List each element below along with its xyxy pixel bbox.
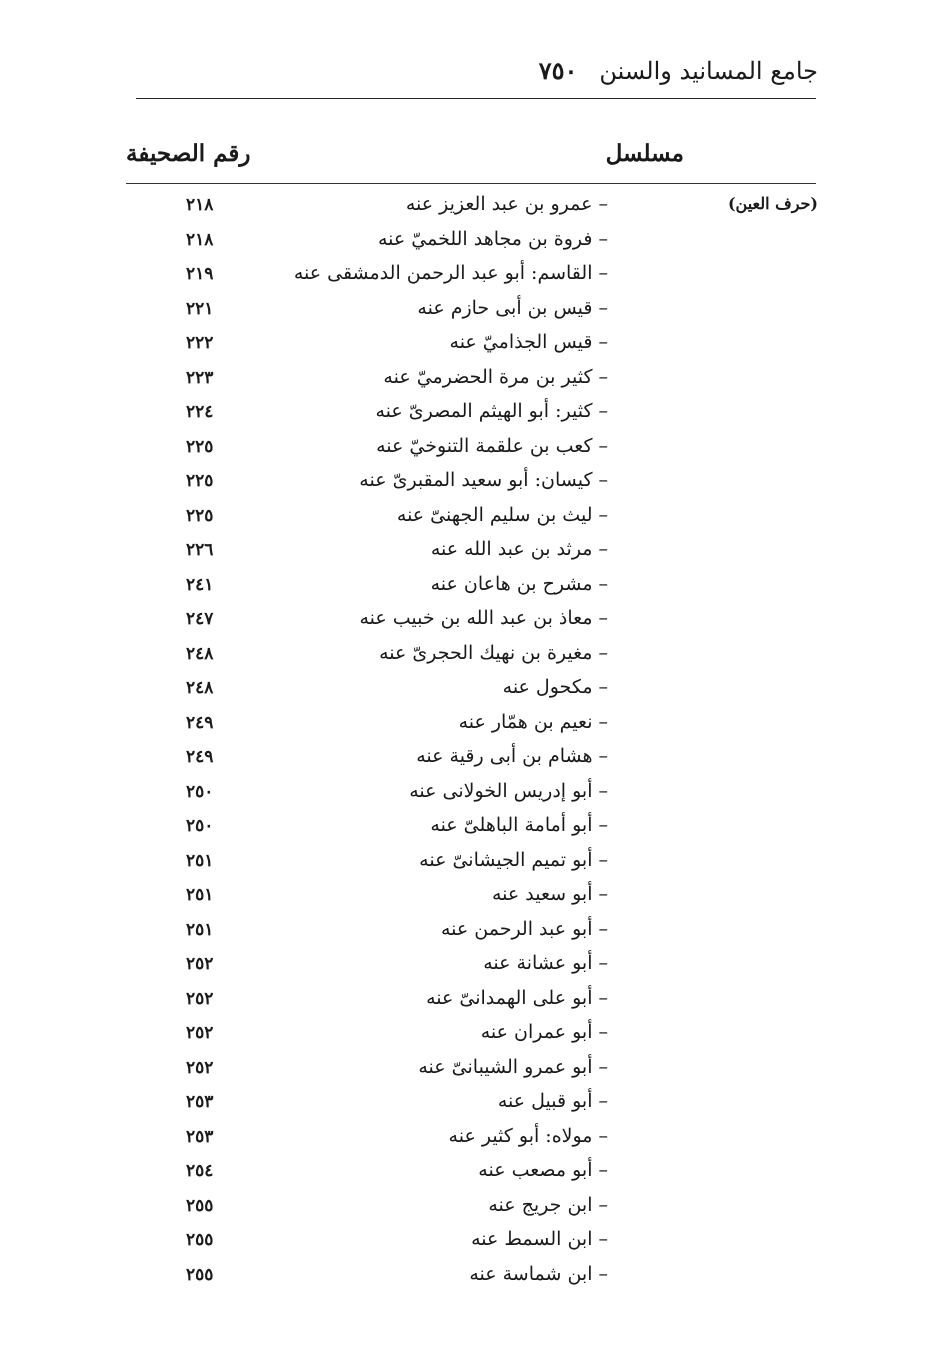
entry-page-number: ٢١٨ bbox=[186, 229, 214, 250]
entry-name: قيس بن أبى حازم عنه bbox=[417, 296, 593, 319]
entry-page-number: ٢٤٨ bbox=[186, 678, 214, 698]
list-item bbox=[0, 602, 940, 637]
entry-dash: – bbox=[598, 986, 608, 1009]
entry-name: قيس الجذاميّ عنه bbox=[449, 331, 593, 353]
entry-page-number: ٢٤٨ bbox=[186, 643, 214, 664]
entry-name: أبو عبد الرحمن عنه bbox=[440, 917, 593, 940]
entry-page-number: ٢٥٢ bbox=[186, 1057, 214, 1078]
page-number: ٧٥٠ bbox=[538, 56, 578, 85]
entry-name: أبو مصعب عنه bbox=[478, 1159, 593, 1181]
entry-name: أبو على الهمدانىّ عنه bbox=[426, 986, 593, 1009]
entry-page-number: ٢٢٦ bbox=[186, 540, 214, 560]
entry-dash: – bbox=[598, 745, 608, 767]
entry-page-number: ٢٥١ bbox=[186, 919, 214, 940]
entry-dash: – bbox=[598, 1193, 608, 1216]
list-item bbox=[0, 1016, 940, 1051]
section-label: (حرف العين) bbox=[727, 194, 818, 213]
entry-dash: – bbox=[598, 1021, 608, 1043]
entry-page-number: ٢٥١ bbox=[186, 885, 214, 905]
entry-name: القاسم: أبو عبد الرحمن الدمشقى عنه bbox=[293, 262, 593, 284]
list-item bbox=[0, 533, 940, 568]
entry-dash: – bbox=[598, 607, 608, 629]
list-item bbox=[0, 913, 940, 948]
entry-name: ليث بن سليم الجهنىّ عنه bbox=[396, 503, 593, 526]
entry-page-number: ٢٥٢ bbox=[186, 954, 214, 974]
entry-dash: – bbox=[598, 1159, 608, 1181]
entry-page-number: ٢٢٣ bbox=[186, 367, 214, 388]
list-item bbox=[0, 1120, 940, 1155]
entry-text bbox=[431, 573, 608, 595]
entry-text bbox=[376, 435, 608, 457]
entry-dash: – bbox=[598, 814, 608, 836]
list-item bbox=[0, 326, 940, 361]
entry-name: معاذ بن عبد الله بن خبيب عنه bbox=[359, 607, 593, 629]
entry-name: أبو أمامة الباهلىّ عنه bbox=[430, 814, 593, 836]
entry-page-number: ٢٢٥ bbox=[186, 471, 214, 491]
entry-name: أبو عمرو الشيبانىّ عنه bbox=[418, 1055, 593, 1078]
header-rule bbox=[136, 98, 816, 99]
entry-text bbox=[431, 538, 608, 560]
list-item bbox=[0, 257, 940, 292]
list-item bbox=[0, 1085, 940, 1120]
entry-dash: – bbox=[598, 331, 608, 353]
entry-page-number: ٢٤٩ bbox=[186, 747, 214, 767]
entry-page-number: ٢٥٤ bbox=[186, 1161, 214, 1181]
entry-dash: – bbox=[598, 296, 608, 319]
entry-dash: – bbox=[598, 469, 608, 491]
entry-text bbox=[294, 262, 608, 284]
entry-page-number: ٢٥٢ bbox=[186, 988, 214, 1009]
entry-name: مشرح بن هاعان عنه bbox=[430, 572, 593, 595]
entry-page-number: ٢٥٣ bbox=[186, 1092, 214, 1112]
entry-text bbox=[409, 780, 608, 802]
entry-text bbox=[441, 918, 608, 940]
entry-page-number: ٢٢٥ bbox=[186, 505, 214, 526]
entry-page-number: ٢٤٩ bbox=[186, 712, 214, 733]
entry-text bbox=[375, 400, 608, 422]
entry-name: فروة بن مجاهد اللخميّ عنه bbox=[377, 227, 593, 250]
entry-text bbox=[498, 1090, 608, 1112]
entry-name: مولاه: أبو كثير عنه bbox=[448, 1124, 593, 1147]
entry-text bbox=[383, 366, 608, 388]
entry-text bbox=[503, 676, 608, 698]
list-item bbox=[0, 706, 940, 741]
entry-text bbox=[416, 745, 608, 767]
entry-text bbox=[359, 607, 608, 629]
entry-text bbox=[492, 883, 608, 905]
entry-page-number: ٢٥٥ bbox=[186, 1230, 214, 1250]
entry-dash: – bbox=[598, 365, 608, 388]
entry-text bbox=[469, 1263, 608, 1285]
entry-text bbox=[379, 642, 608, 664]
list-item bbox=[0, 844, 940, 879]
entry-text bbox=[418, 1056, 608, 1078]
entry-dash: – bbox=[598, 917, 608, 940]
entry-text bbox=[397, 504, 608, 526]
entry-dash: – bbox=[598, 1055, 608, 1078]
entry-name: أبو قبيل عنه bbox=[497, 1090, 593, 1112]
list-item bbox=[0, 1051, 940, 1086]
list-item bbox=[0, 982, 940, 1017]
entry-dash: – bbox=[598, 572, 608, 595]
entry-name: كعب بن علقمة التنوخيّ عنه bbox=[376, 434, 593, 457]
entry-name: ابن السمط عنه bbox=[471, 1228, 593, 1250]
list-item bbox=[0, 464, 940, 499]
entry-name: مغيرة بن نهيك الحجرىّ عنه bbox=[379, 641, 593, 664]
entry-dash: – bbox=[598, 1262, 608, 1285]
entry-dash: – bbox=[598, 676, 608, 698]
entry-text bbox=[417, 297, 608, 319]
entry-dash: – bbox=[598, 538, 608, 560]
entry-dash: – bbox=[598, 883, 608, 905]
entry-dash: – bbox=[598, 1124, 608, 1147]
entry-page-number: ٢٥٠ bbox=[186, 781, 214, 802]
entry-dash: – bbox=[598, 227, 608, 250]
list-item bbox=[0, 292, 940, 327]
list-item bbox=[0, 671, 940, 706]
entry-page-number: ٢٢١ bbox=[186, 298, 214, 319]
list-item bbox=[0, 809, 940, 844]
entry-page-number: ٢٥٢ bbox=[186, 1023, 214, 1043]
entry-text bbox=[419, 849, 608, 871]
entry-page-number: ٢١٨ bbox=[186, 195, 214, 215]
entry-name: ابن شماسة عنه bbox=[469, 1262, 593, 1285]
entry-page-number: ٢١٩ bbox=[186, 264, 214, 284]
entry-list bbox=[0, 188, 940, 1292]
entry-name: أبو سعيد عنه bbox=[491, 883, 593, 905]
header-title: جامع المسانيد والسنن bbox=[599, 57, 818, 85]
list-item bbox=[0, 361, 940, 396]
entry-page-number: ٢٤٧ bbox=[186, 609, 214, 629]
entry-dash: – bbox=[598, 193, 608, 215]
entry-name: أبو عشانة عنه bbox=[483, 952, 593, 974]
entry-page-number: ٢٥٥ bbox=[186, 1264, 214, 1285]
list-item bbox=[0, 395, 940, 430]
entry-name: كيسان: أبو سعيد المقبرىّ عنه bbox=[359, 469, 593, 491]
entry-name: هشام بن أبى رقية عنه bbox=[416, 745, 593, 767]
entry-text bbox=[481, 1021, 608, 1043]
entry-page-number: ٢٥٣ bbox=[186, 1126, 214, 1147]
list-item bbox=[0, 740, 940, 775]
entry-page-number: ٢٢٢ bbox=[186, 333, 214, 353]
entry-name: أبو إدريس الخولانى عنه bbox=[409, 779, 593, 802]
entry-dash: – bbox=[598, 641, 608, 664]
entry-text bbox=[378, 228, 608, 250]
entry-text bbox=[426, 987, 608, 1009]
list-item bbox=[0, 775, 940, 810]
entry-dash: – bbox=[598, 262, 608, 284]
list-item bbox=[0, 1154, 940, 1189]
list-item bbox=[0, 637, 940, 672]
entry-name: ابن جريج عنه bbox=[488, 1193, 593, 1216]
entry-text bbox=[359, 469, 608, 491]
list-item bbox=[0, 568, 940, 603]
list-item bbox=[0, 1258, 940, 1293]
column-rule bbox=[126, 183, 816, 184]
list-item bbox=[0, 499, 940, 534]
entry-text bbox=[459, 711, 608, 733]
entry-name: كثير بن مرة الحضرميّ عنه bbox=[383, 365, 593, 388]
entry-dash: – bbox=[598, 710, 608, 733]
entry-page-number: ٢٥٠ bbox=[186, 816, 214, 836]
entry-text bbox=[430, 814, 608, 836]
entry-text bbox=[471, 1228, 608, 1250]
entry-name: أبو تميم الجيشانىّ عنه bbox=[419, 848, 593, 871]
list-item bbox=[0, 878, 940, 913]
list-item bbox=[0, 1189, 940, 1224]
list-item bbox=[0, 223, 940, 258]
entry-text bbox=[483, 952, 608, 974]
entry-dash: – bbox=[598, 779, 608, 802]
entry-text bbox=[450, 331, 608, 353]
entry-dash: – bbox=[598, 400, 608, 422]
running-header bbox=[539, 56, 818, 85]
list-item bbox=[0, 1223, 940, 1258]
list-item bbox=[0, 430, 940, 465]
entry-dash: – bbox=[598, 848, 608, 871]
list-item bbox=[0, 947, 940, 982]
entry-dash: – bbox=[598, 1090, 608, 1112]
entry-text bbox=[449, 1125, 608, 1147]
entry-dash: – bbox=[598, 503, 608, 526]
list-item bbox=[0, 188, 940, 223]
entry-text bbox=[488, 1194, 608, 1216]
entry-name: نعيم بن همّار عنه bbox=[458, 710, 593, 733]
entry-page-number: ٢٤١ bbox=[186, 574, 214, 595]
entry-name: كثير: أبو الهيثم المصرىّ عنه bbox=[375, 400, 593, 422]
entry-name: مكحول عنه bbox=[502, 676, 593, 698]
column-header-serial: مسلسل bbox=[605, 140, 684, 167]
entry-page-number: ٢٢٥ bbox=[186, 436, 214, 457]
entry-page-number: ٢٥١ bbox=[186, 850, 214, 871]
entry-name: مرثد بن عبد الله عنه bbox=[430, 538, 593, 560]
entry-dash: – bbox=[598, 434, 608, 457]
entry-page-number: ٢٢٤ bbox=[186, 402, 214, 422]
column-header-page: رقم الصحيفة bbox=[126, 140, 251, 167]
entry-dash: – bbox=[598, 1228, 608, 1250]
entry-text bbox=[406, 193, 608, 215]
entry-dash: – bbox=[598, 952, 608, 974]
entry-name: أبو عمران عنه bbox=[480, 1021, 593, 1043]
entry-page-number: ٢٥٥ bbox=[186, 1195, 214, 1216]
entry-name: عمرو بن عبد العزيز عنه bbox=[405, 193, 593, 215]
entry-text bbox=[478, 1159, 608, 1181]
